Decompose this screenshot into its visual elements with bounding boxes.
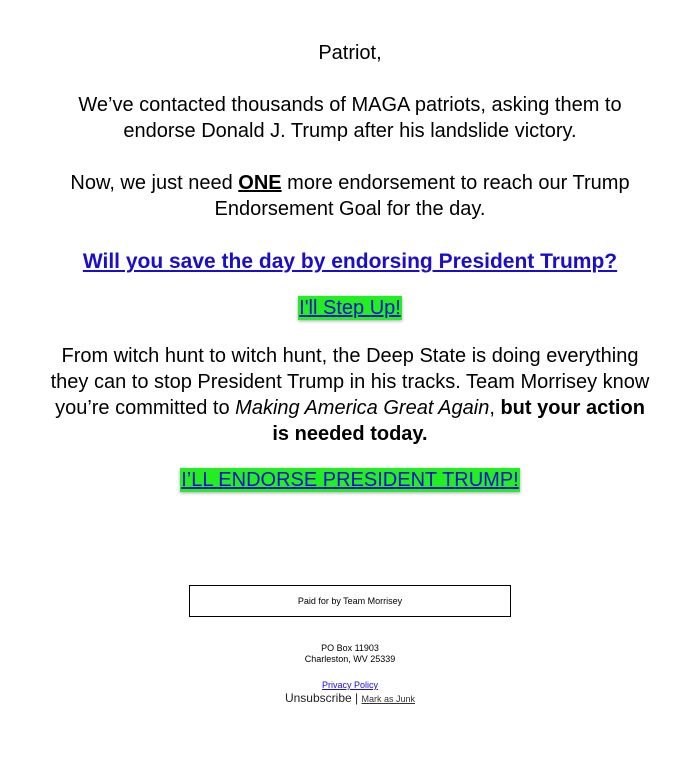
separator: | — [355, 691, 359, 705]
paragraph-one-more — [50, 170, 650, 222]
greeting: Patriot, — [318, 42, 382, 64]
unsubscribe-text[interactable]: Unsubscribe — [284, 691, 352, 705]
paid-for-box — [189, 585, 511, 617]
witch-hunt-text: From witch hunt to witch hunt, the Deep State is doing everything they can to stop President Trump in his tracks. Team Morrisey know you’re committed to — [50, 345, 650, 419]
one-emphasis: ONE — [238, 172, 282, 194]
paragraph-contacted: We’ve contacted thousands of MAGA patriots, asking them to endorse Donald J. Trump after his landslide victory. — [78, 94, 622, 142]
mark-as-junk-link[interactable]: Mark as Junk — [361, 694, 416, 704]
unsubscribe-line — [0, 691, 700, 706]
step-up-wrap — [0, 295, 700, 323]
footer-links — [0, 679, 700, 706]
address-line-1: PO Box 11903 — [321, 643, 379, 653]
cta-question — [50, 249, 650, 275]
paid-for-text: Paid for by Team Morrisey — [297, 596, 403, 606]
endorse-trump-button[interactable]: I’LL ENDORSE PRESIDENT TRUMP! — [181, 469, 519, 491]
paragraph-one-more-start: Now, we just need — [70, 172, 239, 194]
action-needed-bold: but your action is needed today. — [272, 397, 645, 445]
mailing-address — [0, 643, 700, 665]
cta-question-link[interactable]: Will you save the day by endorsing President Trump? — [82, 250, 618, 273]
endorse-wrap — [0, 467, 700, 495]
paragraph-one-more-end: more endorsement to reach our Trump Endorsement Goal for the day. — [214, 172, 630, 220]
address-line-2: Charleston, WV 25339 — [304, 654, 396, 664]
privacy-policy-link[interactable]: Privacy Policy — [321, 680, 378, 690]
paragraph-witch-hunt — [50, 343, 650, 447]
maga-italic: Making America Great Again — [235, 397, 490, 419]
witch-hunt-comma: , — [489, 397, 501, 419]
step-up-button[interactable]: I'll Step Up! — [299, 297, 401, 319]
